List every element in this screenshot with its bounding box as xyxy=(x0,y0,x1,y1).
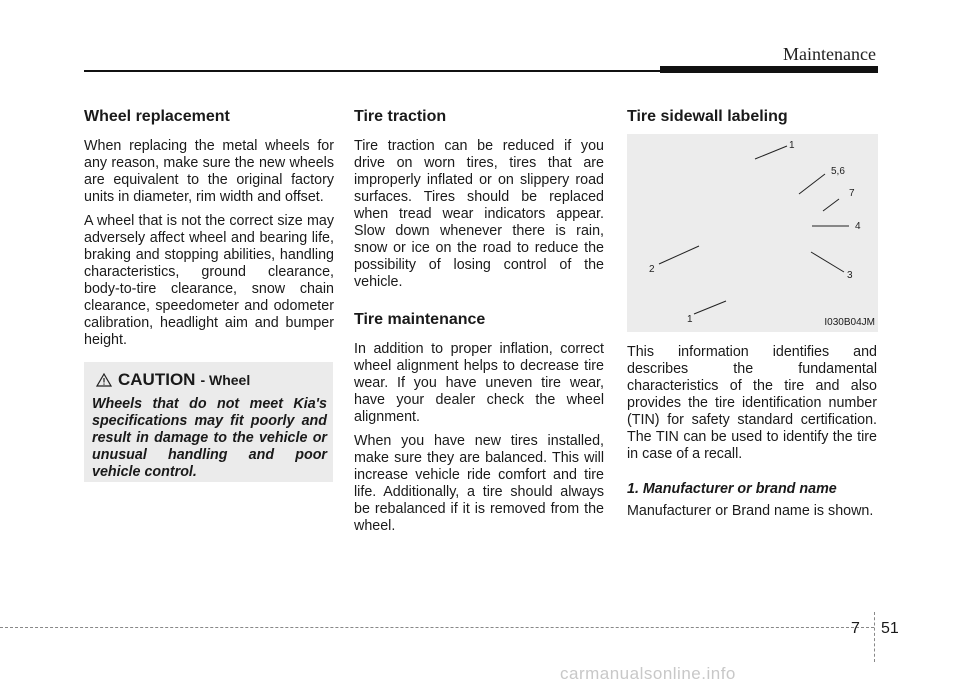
wheel-replacement-paragraph-2: A wheel that is not the correct size may adversely affect wheel and bearing life, braking and stopping abilities, handling characteristics, ground clearance, body-to-tire clearance, snow chain clearance, speedometer and odometer calibration, headlight aim and bumper height. xyxy=(84,213,334,348)
column-middle xyxy=(354,108,604,542)
callout-label-7: 7 xyxy=(849,188,855,199)
caution-subtitle: - Wheel xyxy=(200,372,251,388)
header-title: Maintenance xyxy=(783,44,876,64)
footer-divider xyxy=(874,612,875,662)
header-rule-accent xyxy=(660,66,878,73)
sidewall-paragraph: This information identifies and describes the fundamental characteristics of the tire and also provides the tire identification number (TIN) for safety standard certification. The TIN can be used to identify the tire in case of a recall. xyxy=(627,344,877,462)
warning-triangle-icon xyxy=(96,373,112,387)
callout-label-1-top: 1 xyxy=(789,140,795,151)
callout-lines xyxy=(627,134,878,332)
tire-sidewall-heading: Tire sidewall labeling xyxy=(627,108,788,125)
callout-label-2: 2 xyxy=(649,264,655,275)
callout-label-1-bottom: 1 xyxy=(687,314,693,325)
caution-title: CAUTION xyxy=(118,370,196,389)
tire-maintenance-paragraph-1: In addition to proper inflation, correct wheel alignment helps to decrease tire wear. If you have uneven tire wear, have your dealer check the wheel alignment. xyxy=(354,341,604,425)
tire-sidewall-figure xyxy=(627,134,878,332)
figure-code: I030B04JM xyxy=(824,317,875,328)
watermark: carmanualsonline.info xyxy=(560,664,736,683)
chapter-number: 7 xyxy=(851,620,860,637)
tire-traction-paragraph: Tire traction can be reduced if you drive on worn tires, tires that are improperly inflated or on slippery road surfaces. Tires should be replaced when tread wear indicators appear. Slow down whenever there is rain, snow or ice on the road to reduce the possibility of losing control of the vehicle. xyxy=(354,138,604,290)
callout-label-4: 4 xyxy=(855,221,861,232)
caution-header xyxy=(92,370,327,390)
tire-maintenance-paragraph-2: When you have new tires installed, make sure they are balanced. This will increase vehicle ride comfort and tire life. Additionally, a tire should always be rebalanced if it is removed from the wheel. xyxy=(354,433,604,534)
caution-body: Wheels that do not meet Kia's specifications may fit poorly and result in damage to the vehicle or unusual handling and poor vehicle control. xyxy=(92,396,327,480)
caution-box xyxy=(84,362,333,482)
tire-maintenance-heading: Tire maintenance xyxy=(354,311,486,328)
tire-traction-heading: Tire traction xyxy=(354,108,447,125)
callout-label-5-6: 5,6 xyxy=(831,166,845,177)
header-rule xyxy=(84,70,664,72)
column-left xyxy=(84,108,334,356)
item-1-text: Manufacturer or Brand name is shown. xyxy=(627,503,874,519)
sidewall-text xyxy=(627,344,877,527)
wheel-replacement-paragraph-1: When replacing the metal wheels for any reason, make sure the new wheels are equivalent to the original factory units in diameter, rim width and offset. xyxy=(84,138,334,205)
item-1-heading: 1. Manufacturer or brand name xyxy=(627,481,837,497)
wheel-replacement-heading: Wheel replacement xyxy=(84,108,230,125)
page-number: 51 xyxy=(881,620,899,637)
footer-rule xyxy=(0,627,874,628)
callout-label-3: 3 xyxy=(847,270,853,281)
